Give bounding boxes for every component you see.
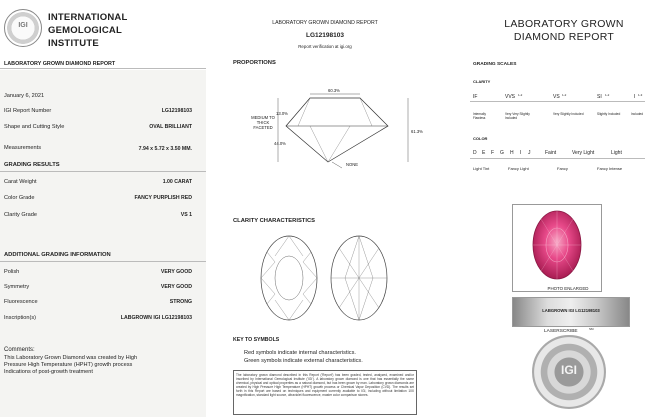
center-report-title: LABORATORY GROWN DIAMOND REPORT <box>272 20 378 26</box>
right-report-title: LABORATORY GROWN DIAMOND REPORT <box>504 18 624 43</box>
color-letter-i: I <box>520 150 522 156</box>
color-letter-f: F <box>491 150 495 156</box>
color-bottom-fancy: Fancy <box>557 166 568 171</box>
divider <box>470 158 645 159</box>
laser-inscription-image: LABGROWN IGI LG12198103 <box>512 297 630 327</box>
clarity-desc-vs: Very Slightly Included <box>553 112 584 116</box>
clarity-sup-si: 1-2 <box>605 93 610 97</box>
culet-label: NONE <box>346 162 359 167</box>
clarity-grade-label: Clarity Grade <box>4 212 37 218</box>
inscription-label: Inscription(s) <box>4 315 37 321</box>
carat-value: 1.00 CARAT <box>162 179 192 185</box>
divider <box>0 261 206 262</box>
diamond-profile <box>286 98 388 162</box>
clarity-grade-vs: VS <box>553 94 560 100</box>
depth-percent: 61.3% <box>411 129 423 134</box>
divider <box>470 101 645 102</box>
clarity-grade-si: SI <box>597 94 602 100</box>
diamond-photo <box>512 204 602 292</box>
laserscribe-sup: SM <box>589 327 594 331</box>
color-word-very-light: Very Light <box>572 150 595 156</box>
inscription-value: LABGROWN IGI LG12198103 <box>120 315 192 321</box>
measurements-value: 7.94 x 5.72 x 3.50 MM. <box>138 146 192 152</box>
verification-note: Report verification at igi.org <box>298 44 352 49</box>
clarity-desc-i: Included <box>631 112 644 116</box>
photo-caption: PHOTO ENLARGED <box>547 286 589 291</box>
key-to-symbols-title: KEY TO SYMBOLS <box>233 337 280 343</box>
symmetry-value: VERY GOOD <box>160 284 192 290</box>
divider <box>0 68 206 69</box>
clarity-sup-vs: 1-2 <box>562 93 567 97</box>
girdle-description: MEDIUM TO THICK FACETED <box>251 115 275 130</box>
clarity-plot <box>255 232 395 324</box>
diamond-photo-image <box>513 205 601 291</box>
measurements-label: Measurements <box>4 145 41 151</box>
igi-logo-seal: IGI <box>4 9 42 47</box>
clarity-desc-si: Slightly Included <box>597 112 621 116</box>
fluorescence-label: Fluorescence <box>4 299 38 305</box>
key-to-symbols-body: Red symbols indicate internal characteristics. Green symbols indicate external characteristics. <box>244 350 363 364</box>
color-letter-h: H <box>510 150 514 156</box>
color-bottom-light-tint: Light Tint <box>473 166 490 171</box>
color-grade-value: FANCY PURPLISH RED <box>134 195 192 201</box>
crown-view-plot <box>261 236 317 320</box>
clarity-grade-if: IF <box>473 94 478 100</box>
report-date: January 6, 2021 <box>4 93 45 99</box>
carat-label: Carat Weight <box>4 179 37 185</box>
disclaimer-box: The laboratory grown diamond described in this Report ('Report') has been graded, tested, analyzed, examined and/or inscribed by International Gemological Institute ('IGI'). A laboratory grown diamond is one that has essentially the same chemical, physical and optical properties as a natural diamond, but has been grown by man. Laboratory grown diamonds are created by High Pressure High Temperature (HPHT) growth process or Chemical Vapor Deposition (CVD). The results set forth in this Report are based on techniques and equipment currently available to IGI, including without limitation 10X magnification, standard light source, ultraviolet fluorescence, master color comparison stones. <box>233 370 417 415</box>
shape-label: Shape and Cutting Style <box>4 124 65 130</box>
institute-name: INTERNATIONAL GEMOLOGICAL INSTITUTE <box>48 12 128 49</box>
grading-results-title: GRADING RESULTS <box>4 162 60 168</box>
crown-percent: 13.0% <box>276 111 288 116</box>
proportions-title: PROPORTIONS <box>233 60 276 66</box>
divider <box>0 171 206 172</box>
report-number-label: IGI Report Number <box>4 108 52 114</box>
polish-label: Polish <box>4 269 20 275</box>
laserscribe-label: LASERSCRIBE <box>544 329 578 334</box>
color-scale-title: COLOR <box>473 136 488 141</box>
color-letter-g: G <box>500 150 504 156</box>
color-grade-label: Color Grade <box>4 195 35 201</box>
fluorescence-value: STRONG <box>169 299 192 305</box>
color-letter-e: E <box>482 150 486 156</box>
polish-value: VERY GOOD <box>160 269 192 275</box>
comments-title: Comments: <box>4 347 35 353</box>
table-percent: 60.3% <box>328 88 340 93</box>
additional-info-title: ADDITIONAL GRADING INFORMATION <box>4 252 111 258</box>
pavilion-view-plot <box>331 236 387 320</box>
proportions-diagram <box>240 90 430 180</box>
clarity-desc-vvs: Very Very Slightly Included <box>505 112 530 120</box>
report-number: LG12198103 <box>306 32 344 39</box>
color-letter-j: J <box>528 150 531 156</box>
color-letter-d: D <box>473 150 477 156</box>
clarity-sup-vvs: 1-2 <box>518 93 523 97</box>
clarity-grade-vvs: VVS <box>505 94 516 100</box>
clarity-scale-title: CLARITY <box>473 79 491 84</box>
clarity-grade-value: VS 1 <box>180 212 192 218</box>
clarity-grade-i: I <box>634 94 636 100</box>
report-number-value: LG12198103 <box>161 108 192 114</box>
culet-pointer <box>332 162 342 168</box>
symmetry-label: Symmetry <box>4 284 30 290</box>
left-report-subtitle: LABORATORY GROWN DIAMOND REPORT <box>4 61 116 67</box>
clarity-characteristics-title: CLARITY CHARACTERISTICS <box>233 218 316 224</box>
color-bottom-fancy-light: Fancy Light <box>508 166 529 171</box>
shape-value: OVAL BRILLIANT <box>149 124 192 130</box>
igi-embossed-seal: IGI <box>532 335 606 409</box>
grading-scales-title: GRADING SCALES <box>473 62 517 67</box>
comments-body: This Laboratory Grown Diamond was created by High Pressure High Temperature (HPHT) growth process Indications of post-growth treatment <box>4 355 138 375</box>
color-word-faint: Faint <box>545 150 557 156</box>
clarity-desc-if: Internally Flawless <box>473 112 486 120</box>
color-bottom-fancy-intense: Fancy Intense <box>597 166 623 171</box>
color-word-light: Light <box>611 150 622 156</box>
pavilion-percent: 44.0% <box>274 141 286 146</box>
clarity-sup-i: 1-3 <box>638 93 643 97</box>
